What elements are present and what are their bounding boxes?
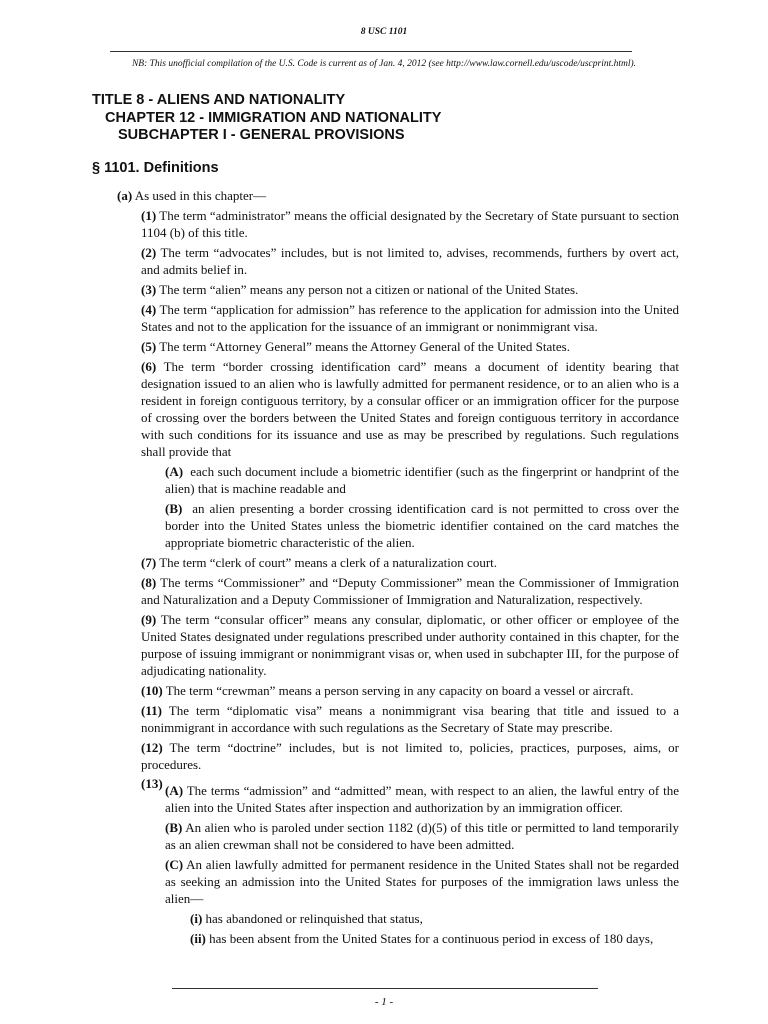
paragraph-4 <box>141 301 679 335</box>
paragraph-13-label: (13) <box>141 776 163 791</box>
paragraph-text: The term “Attorney General” means the Attorney General of the United States. <box>159 339 570 354</box>
title-heading: TITLE 8 - ALIENS AND NATIONALITY <box>92 92 346 108</box>
subparagraph-label: (B) <box>165 820 183 835</box>
subparagraph-text: An alien lawfully admitted for permanent residence in the United States shall not be regarded as seeking an admission into the United States for purposes of the immigration laws unless the alien— <box>165 857 679 906</box>
paragraph-13-c <box>165 856 679 907</box>
paragraph-text: The term “diplomatic visa” means a nonimmigrant visa bearing that title and issued to a nonimmigrant in accordance with such regulations as the Secretary of State may prescribe. <box>141 703 680 735</box>
subparagraph-label: (C) <box>165 857 184 872</box>
page-number: - 1 - <box>374 996 394 1008</box>
paragraph-10 <box>141 682 679 699</box>
subparagraph-text: each such document include a biometric identifier (such as the fingerprint or handprint of the alien) that is machine readable and <box>165 464 679 496</box>
paragraph-text: The term “advocates” includes, but is not limited to, advises, recommends, furthers by overt act, and admits belief in. <box>141 245 680 277</box>
header-divider <box>110 51 632 52</box>
paragraph-13-b <box>165 819 679 853</box>
page-header-citation: 8 USC 1101 <box>360 27 408 37</box>
chapter-heading: CHAPTER 12 - IMMIGRATION AND NATIONALITY <box>105 110 442 126</box>
paragraph-text: The term “application for admission” has reference to the application for admission into the United States and not to the application for the issuance of an immigrant or nonimmigrant visa. <box>141 302 680 334</box>
paragraph-5 <box>141 338 679 355</box>
document-body <box>0 187 768 950</box>
paragraph-text: The terms “Commissioner” and “Deputy Commissioner” mean the Commissioner of Immigration and Naturalization and a Deputy Commissioner of Immigration and Naturalization, respectively. <box>141 575 679 607</box>
paragraph-text: The term “administrator” means the official designated by the Secretary of State pursuant to section 1104 (b) of this title. <box>141 208 679 240</box>
paragraph-label: (6) <box>141 359 157 374</box>
clause-text: has been absent from the United States for a continuous period in excess of 180 days, <box>209 931 654 946</box>
paragraph-6-b <box>165 500 679 551</box>
subsection-a <box>117 187 679 204</box>
paragraph-label: (12) <box>141 740 163 755</box>
paragraph-text: The term “alien” means any person not a citizen or national of the United States. <box>159 282 579 297</box>
section-heading: § 1101. Definitions <box>92 160 219 176</box>
paragraph-13-a <box>141 776 680 816</box>
clause-label: (ii) <box>190 931 206 946</box>
subparagraph-label: (A) <box>165 783 184 798</box>
subchapter-heading: SUBCHAPTER I - GENERAL PROVISIONS <box>118 127 405 143</box>
paragraph-6-a <box>165 463 679 497</box>
subparagraph-text: An alien who is paroled under section 1182 (d)(5) of this title or permitted to land temporarily as an alien crewman shall not be considered to have been admitted. <box>165 820 679 852</box>
paragraph-label: (3) <box>141 282 157 297</box>
paragraph-text: The term “border crossing identification card” means a document of identity bearing that designation issued to an alien who is lawfully admitted for permanent residence, or to an alien who is a resident in foreign contiguous territory, by a consular officer or an immigration officer for the purpose of crossing over the borders between the United States and foreign contiguous territory in accordance with such conditions for its issuance and use as may be prescribed by regulations. Such regulations shall provide that <box>141 359 679 459</box>
paragraph-11 <box>141 702 679 736</box>
paragraph-label: (9) <box>141 612 157 627</box>
paragraph-label: (8) <box>141 575 157 590</box>
subparagraph-label: (B) <box>165 501 183 516</box>
paragraph-2 <box>141 244 679 278</box>
paragraph-9 <box>141 611 679 679</box>
subsection-label: (a) <box>117 188 133 203</box>
paragraph-8 <box>141 574 679 608</box>
header-currency-note: NB: This unofficial compilation of the U.S. Code is current as of Jan. 4, 2012 (see http://www.law.cornell.edu/uscode/uscprint.html). <box>131 59 637 69</box>
footer-divider <box>172 988 598 989</box>
paragraph-label: (4) <box>141 302 157 317</box>
paragraph-label: (10) <box>141 683 163 698</box>
subsection-text: As used in this chapter— <box>134 188 267 203</box>
paragraph-text: The term “consular officer” means any consular, diplomatic, or other officer or employee of the United States designated under regulations prescribed under authority contained in this chapter, for the purpose of issuing immigrant or nonimmigrant visas or, when used in subchapter III, for the purpose of adjudicating nationality. <box>141 612 679 678</box>
paragraph-text: The term “crewman” means a person serving in any capacity on board a vessel or aircraft. <box>165 683 634 698</box>
paragraph-label: (1) <box>141 208 157 223</box>
clause-label: (i) <box>190 911 203 926</box>
subparagraph-label: (A) <box>165 464 184 479</box>
paragraph-text: The term “doctrine” includes, but is not limited to, policies, practices, purposes, aims, or procedures. <box>141 740 679 772</box>
paragraph-3 <box>141 281 679 298</box>
paragraph-text: The term “clerk of court” means a clerk of a naturalization court. <box>159 555 498 570</box>
clause-13-c-ii <box>190 930 679 947</box>
clause-text: has abandoned or relinquished that status, <box>205 911 423 926</box>
paragraph-6 <box>141 358 679 460</box>
paragraph-label: (2) <box>141 245 157 260</box>
paragraph-label: (11) <box>141 703 162 718</box>
paragraph-12 <box>141 739 679 773</box>
paragraph-label: (7) <box>141 555 157 570</box>
paragraph-7 <box>141 554 679 571</box>
subparagraph-text: an alien presenting a border crossing identification card is not permitted to cross over the border into the United States unless the biometric identifier contained on the card matches the appropriate biometric characteristic of the alien. <box>165 501 679 550</box>
clause-13-c-i <box>190 910 679 927</box>
paragraph-label: (5) <box>141 339 157 354</box>
subparagraph-text: The terms “admission” and “admitted” mean, with respect to an alien, the lawful entry of the alien into the United States after inspection and authorization by an immigration officer. <box>165 783 680 815</box>
paragraph-1 <box>141 207 679 241</box>
